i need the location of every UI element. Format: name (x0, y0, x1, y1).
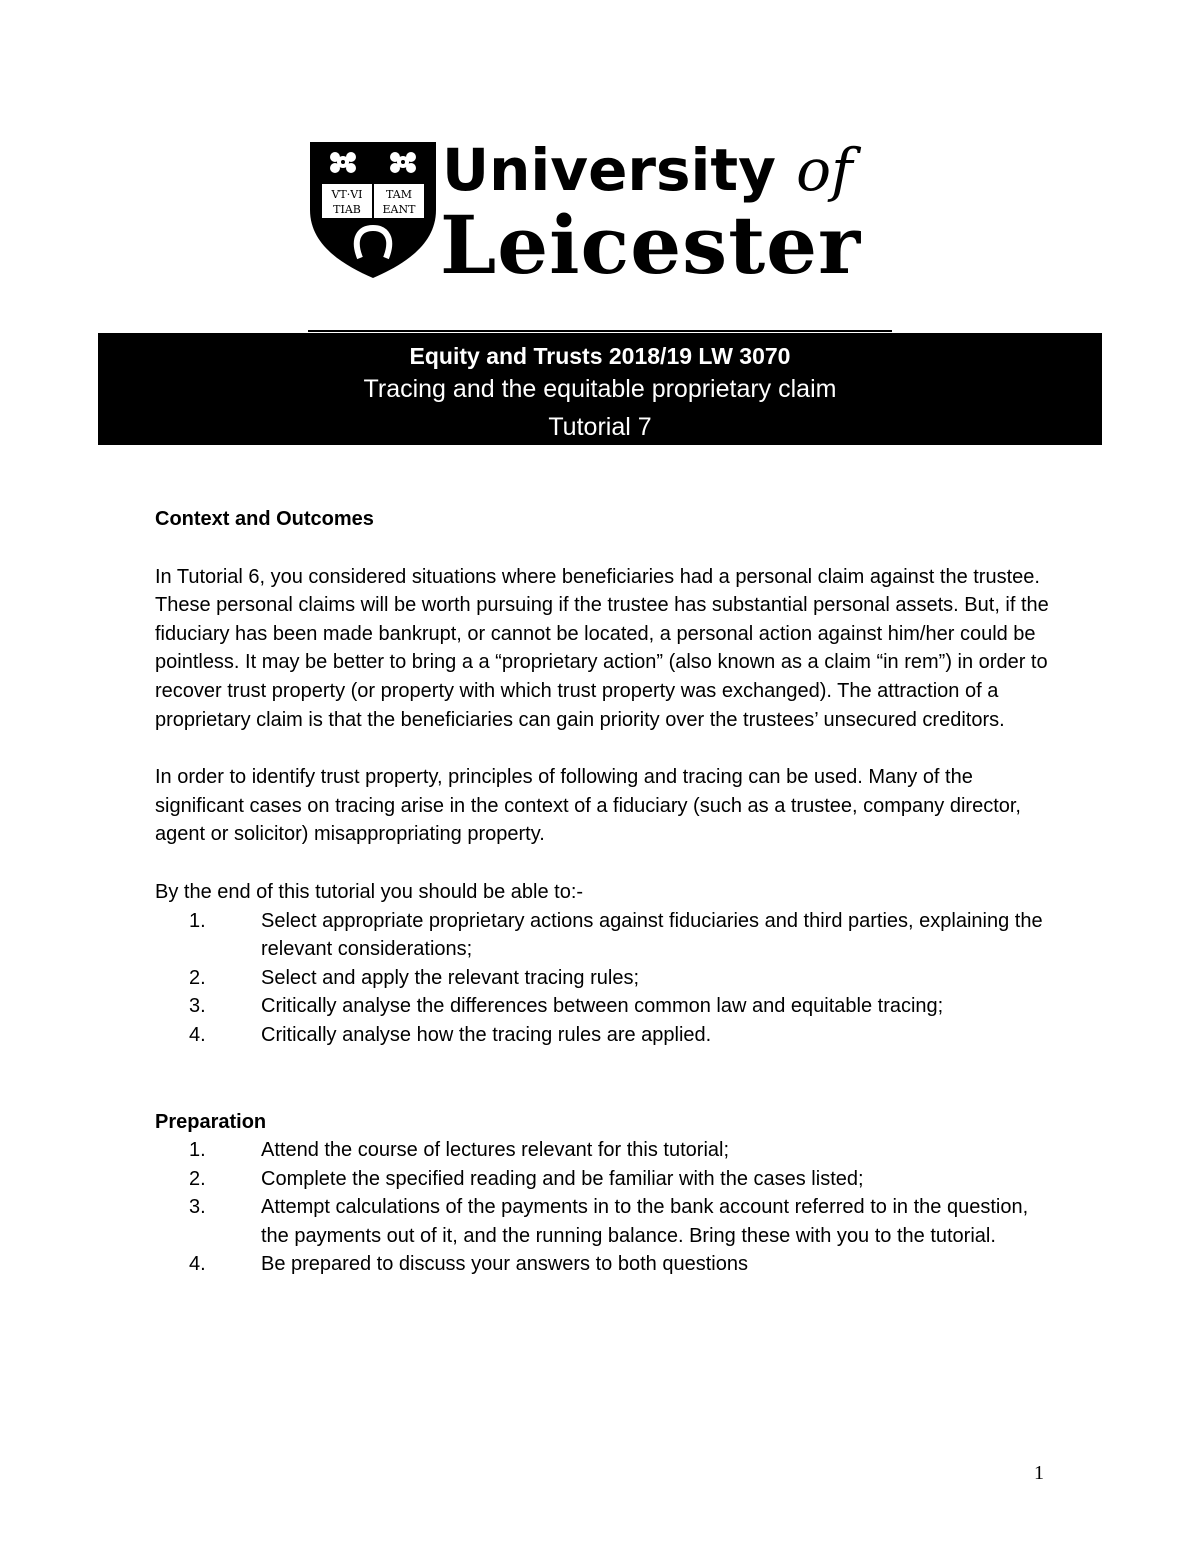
logo-wordmark-university (442, 138, 853, 202)
motto-top-right: TAM (386, 188, 412, 201)
motto-top-left: VT·VI (331, 188, 363, 201)
preparation-heading: Preparation (155, 1110, 267, 1133)
list-item (155, 1250, 1055, 1279)
university-crest-logo (308, 140, 438, 280)
context-paragraph-1: In Tutorial 6, you considered situations where beneficiaries had a personal claim against the trustee. These personal claims will be worth pursuing if the trustee has substantial personal assets. But, if the fiduciary has been made bankrupt, or cannot be located, a personal action against him/her could be pointless. It may be better to bring a a “proprietary action” (also known as a claim “in rem”) in order to recover trust property (or property with which trust property was exchanged). The attraction of a proprietary claim is that the beneficiaries can gain priority over the trustees’ unsecured creditors. (155, 565, 1049, 731)
list-item (155, 907, 1055, 964)
list-item (155, 1193, 1055, 1250)
course-code: Equity and Trusts 2018/19 LW 3070 (409, 343, 791, 369)
page-number: 1 (1034, 1462, 1044, 1484)
list-text: Attempt calculations of the payments in to the bank account referred to in the question, the payments out of it, and the running balance. Bring these with you to the tutorial. (261, 1196, 1029, 1247)
context-paragraph-2: In order to identify trust property, principles of following and tracing can be used. Many of the significant cases on tracing arise in the context of a fiduciary (such as a trustee, company director, agent or solicitor) misappropriating property. (155, 766, 1021, 846)
list-number: 1. (189, 1139, 206, 1162)
list-number: 1. (189, 909, 206, 932)
preparation-list (155, 1136, 1055, 1279)
list-number: 2. (189, 966, 206, 989)
list-item (155, 964, 1055, 993)
title-banner (98, 333, 1102, 445)
list-number: 4. (189, 1023, 206, 1046)
list-number: 4. (189, 1253, 206, 1276)
list-number: 3. (189, 995, 206, 1018)
list-text: Select and apply the relevant tracing rules; (261, 966, 639, 989)
list-text: Critically analyse how the tracing rules are applied. (261, 1023, 712, 1046)
document-body (155, 505, 1055, 1279)
list-item (155, 992, 1055, 1021)
list-text: Be prepared to discuss your answers to both questions (261, 1253, 748, 1276)
tutorial-number: Tutorial 7 (548, 413, 652, 441)
banner-top-rule (308, 330, 892, 332)
logo-of-text: of (796, 136, 853, 204)
tutorial-title: Tracing and the equitable proprietary claim (363, 375, 837, 403)
list-item (155, 1136, 1055, 1165)
list-text: Select appropriate proprietary actions against fiduciaries and third parties, explaining the relevant considerations; (261, 909, 1043, 961)
motto-bottom-left: TIAB (333, 203, 361, 216)
list-item (155, 1021, 1055, 1050)
outcomes-list (155, 907, 1055, 1050)
list-number: 2. (189, 1167, 206, 1190)
outcomes-intro: By the end of this tutorial you should be able to:- (155, 880, 584, 903)
context-heading: Context and Outcomes (155, 508, 374, 530)
list-text: Critically analyse the differences between common law and equitable tracing; (261, 995, 944, 1018)
motto-bottom-right: EANT (382, 203, 416, 216)
logo-university-text: University (442, 136, 797, 204)
logo-wordmark-leicester: Leicester (440, 198, 862, 292)
list-number: 3. (189, 1196, 206, 1219)
list-text: Complete the specified reading and be familiar with the cases listed; (261, 1167, 864, 1190)
list-text: Attend the course of lectures relevant for this tutorial; (261, 1139, 730, 1162)
list-item (155, 1165, 1055, 1194)
